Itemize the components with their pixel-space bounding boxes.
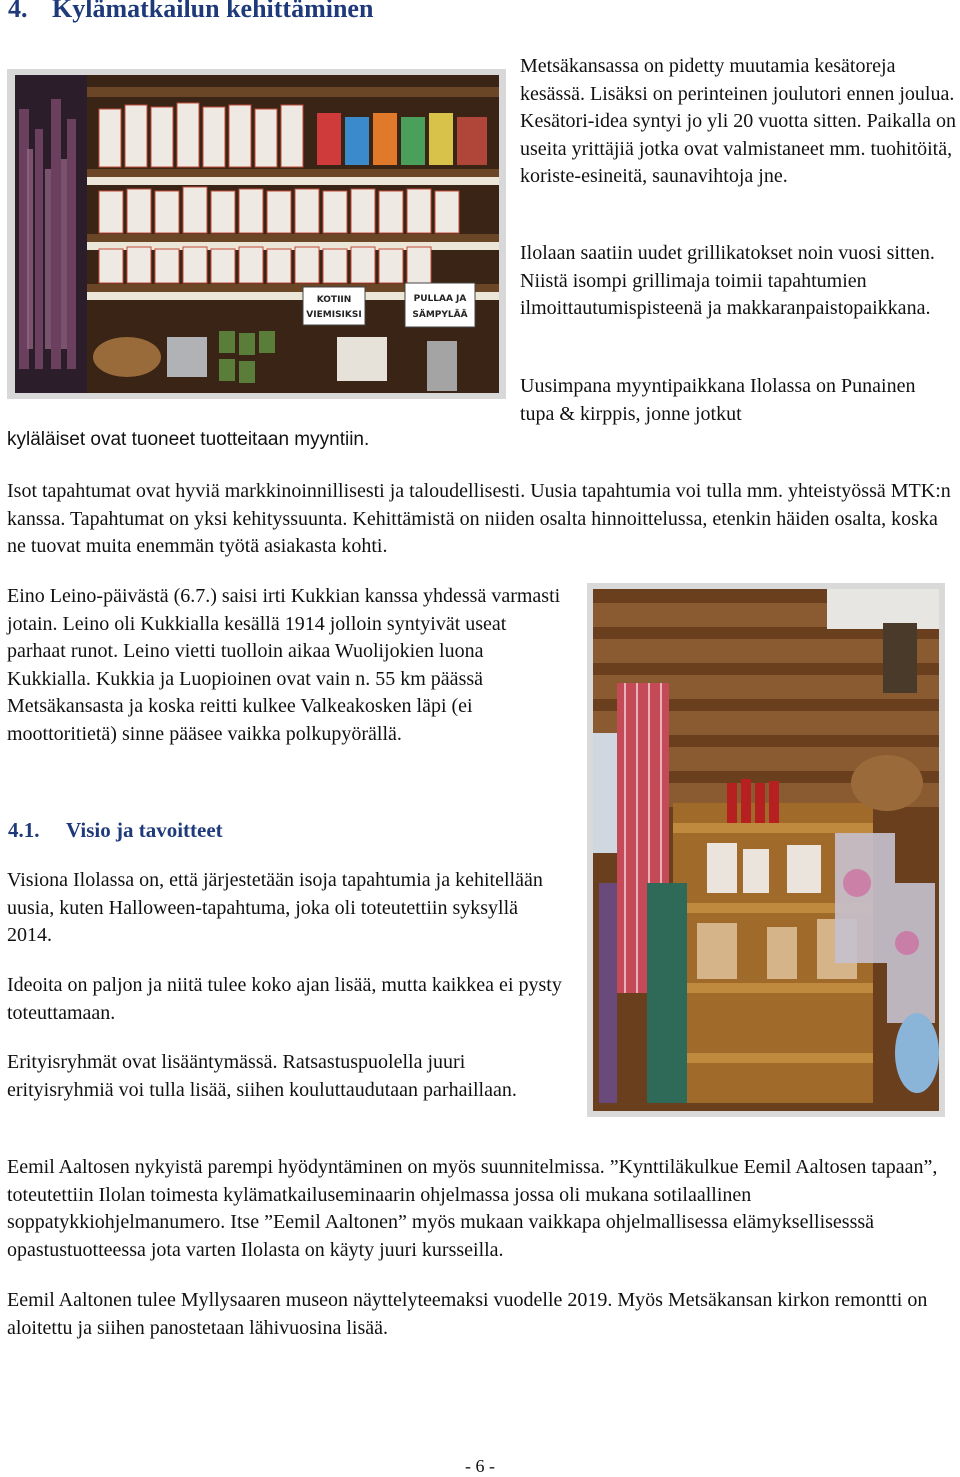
shop-shelves-photo: [7, 69, 506, 399]
red-cottage-photo: [587, 583, 945, 1117]
section-number: 4.: [8, 0, 28, 23]
subsection-number: 4.1.: [8, 818, 40, 842]
sign-sampylaa-text: SÄMPYLÄÄ: [412, 310, 468, 320]
subsection-heading: [8, 818, 223, 843]
events-paragraph: Isot tapahtumat ovat hyviä markkinoinnillisesti ja taloudellisesti. Uusia tapahtumia voi tulla mm. yhteistyössä MTK:n kanssa. Tapahtumat on yksi kehityssuunta. Kehittämistä on niiden osalta hinnoittelussa, etenkin häiden osalta, koska ne tuovat muita enemmän työtä asiakasta kohti.: [7, 480, 951, 557]
special-groups-paragraph: Erityisryhmät ovat lisääntymässä. Ratsastuspuolella juuri erityisryhmiä voi tulla lisää, siihen kouluttaudutaan parhaillaan.: [7, 1051, 517, 1101]
red-cottage-paragraph: Uusimpana myyntipaikkana Ilolassa on Punainen tupa & kirppis, jonne jotkut: [520, 375, 916, 425]
sign-kotiin-text: KOTIIN: [316, 295, 352, 305]
grill-paragraph: Ilolaan saatiin uudet grillikatokset noin vuosi sitten. Niistä isompi grillimaja toimii tapahtumien ilmoittautumispisteenä ja makkaranpaistopaikkana.: [520, 242, 935, 319]
eino-leino-paragraph: Eino Leino-päivästä (6.7.) saisi irti Kukkian kanssa yhdessä varmasti jotain. Leino oli Kukkialla kesällä 1914 jolloin syntyivät useat parhaat runot. Leino vietti tuolloin aikaa Wuolijokien luona Kukkialla. Kukkia ja Luopioinen ovat vain n. 55 km päässä Metsäkansasta ja koska reitti kulkee Valkeakosken läpi (ei moottoritietä) sinne pääsee vaikka polkupyörällä.: [7, 585, 561, 745]
market-paragraph: Metsäkansassa on pidetty muutamia kesätoreja kesässä. Lisäksi on perinteinen joulutori ennen joulua. Kesätori-idea syntyi jo yli 20 vuotta sitten. Paikalla on useita yrittäjiä jotka ovat valmistaneet mm. tuohitöitä, koriste-esineitä, saunavihtoja jne.: [520, 55, 957, 187]
ideas-paragraph: Ideoita on paljon ja niitä tulee koko ajan lisää, mutta kaikkea ei pysty toteuttamaan.: [7, 974, 562, 1024]
page-number: - 6 -: [465, 1456, 495, 1476]
aaltonen-paragraph-1: Eemil Aaltosen nykyistä parempi hyödyntäminen on myös suunnitelmissa. ”Kynttiläkulkue Eemil Aaltosen tapaan”, toteutettiin Ilolan toimesta kylämatkailuseminaarin ohjelmassa jossa oli mukana sotilaallinen soppatykkiohjelmanumero. Itse ”Eemil Aaltonen” myös mukaan vaikkapa ohjelmallisessa elämyksellisesssä opastustuotteessa jota varten Ilolasta on käyty juuri kursseilla.: [7, 1156, 938, 1261]
vision-paragraph: Visiona Ilolassa on, että järjestetään isoja tapahtumia ja kehitellään uusia, kuten Halloween-tapahtuma, joka oli toteutettiin syksyllä 2014.: [7, 869, 543, 946]
subsection-title: Visio ja tavoitteet: [66, 818, 223, 842]
sign-pullaa-text: PULLAA JA: [413, 294, 467, 304]
section-title: Kylämatkailun kehittäminen: [52, 0, 374, 23]
aaltonen-paragraph-2: Eemil Aaltonen tulee Myllysaaren museon näyttelyteemaksi vuodelle 2019. Myös Metsäkansan kirkon remontti on aloitettu ja siihen panostetaan lähivuosina lisää.: [7, 1289, 928, 1339]
sign-viemisiksi-text: VIEMISIKSI: [306, 310, 362, 320]
section-heading: [8, 0, 373, 24]
shop-photo-caption: kyläläiset ovat tuoneet tuotteitaan myyntiin.: [7, 429, 370, 450]
